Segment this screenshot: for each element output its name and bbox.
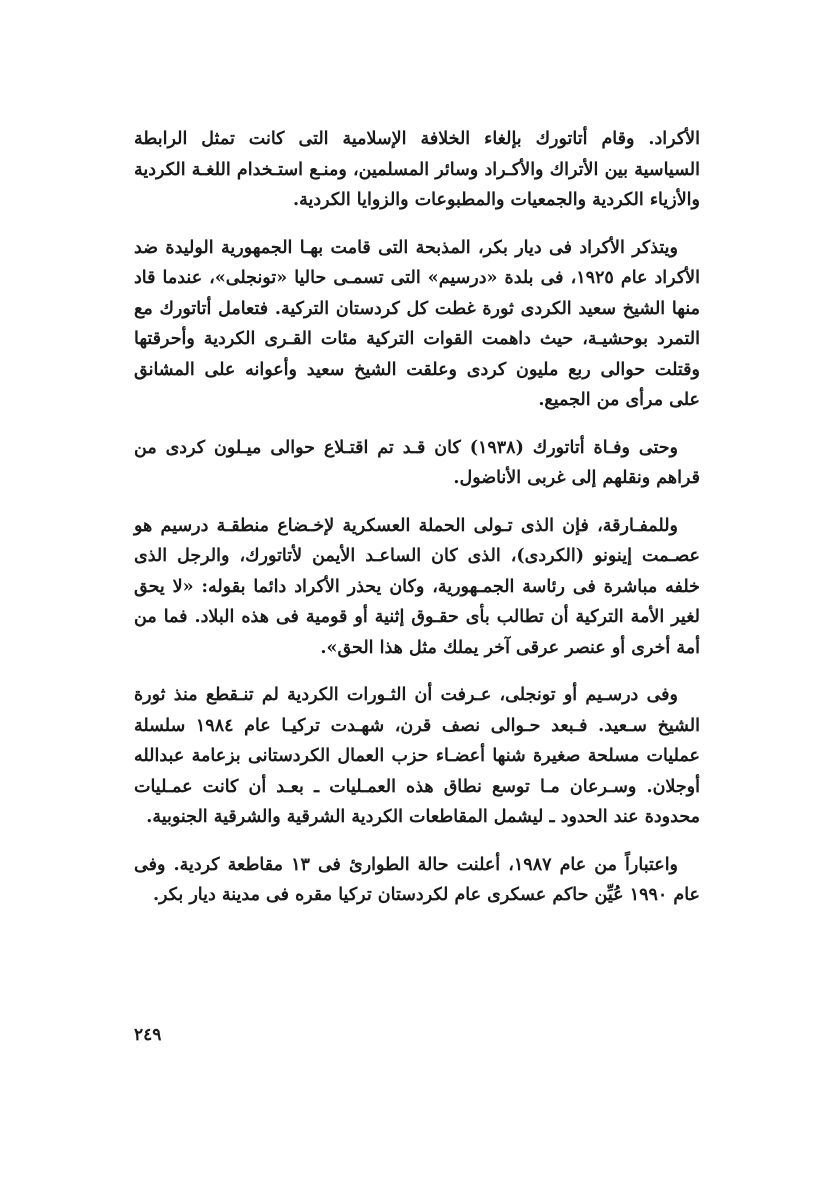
page-body bbox=[134, 124, 700, 928]
paragraph-4: وللمفـارقة، فإن الذى تـولى الحملة العسكرية لإخـضاع منطقـة درسيم هو عصـمت إينونو (الكردى)، الذى كان الساعـد الأيمن لأتاتورك، والرجل الذى خلفه مباشرة فى رئاسة الجمـهورية، وكان يحذر الأكراد دائما بقوله: «لا يحق لغير الأمة التركية أن تطالب بأى حقـوق إثنية أو قومية فى هذه البلاد. فما من أمة أخرى أو عنصر عرقى آخر يملك مثل هذا الحق». bbox=[134, 515, 700, 658]
paragraph-3: وحتى وفـاة أتاتورك (١٩٣٨) كان قـد تم اقتـلاع حوالى ميـلون كردى من قراهم ونقلهم إلى غربى الأناضول. bbox=[134, 437, 700, 488]
paragraph-5: وفى درسـيم أو تونجلى، عـرفت أن الثـورات الكردية لم تنـقطع منذ ثورة الشيخ سـعيد. فـبعد حـوالى نصف قرن، شهـدت تركيـا عام ١٩٨٤ سلسلة عمليات مسلحة صغيرة شنها أعضـاء حزب العمال الكردستانى بزعامة عبدالله أوجلان. وسـرعان مـا توسع نطاق هذه العمـليات ـ بعـد أن كانت عمـليات محدودة عند الحدود ـ ليشمل المقاطعات الكردية الشرقية والشرقية الجنوبية. bbox=[134, 685, 700, 827]
page-number: ٢٤٩ bbox=[134, 1025, 162, 1045]
paragraph-1: الأكراد. وقام أتاتورك بإلغاء الخلافة الإسلامية التى كانت تمثل الرابطة السياسية بين الأتراك والأكـراد وسائر المسلمين، ومنـع استـخدام اللغـة الكردية والأزياء الكردية والجمعيات والمطبوعات والزوايا الكردية. bbox=[134, 129, 700, 210]
paragraph-6: واعتباراً من عام ١٩٨٧، أعلنت حالة الطوارئ فى ١٣ مقاطعة كردية. وفى عام ١٩٩٠ عُيِّن حاكم عسكرى عام لكردستان تركيا مقره فى مدينة ديار بكر. bbox=[134, 854, 700, 905]
paragraph-2: ويتذكر الأكراد فى ديار بكر، المذبحة التى قامت بهـا الجمهورية الوليدة ضد الأكراد عام ١٩٢٥، فى بلدة «درسيم» التى تسمـى حاليا «تونجلى»، عندما قاد منها الشيخ سعيد الكردى ثورة غطت كل كردستان التركية. فتعامل أتاتورك مع التمرد بوحشيـة، حيث داهمت القوات التركية مئات القـرى الكردية وأحرقتها وقتلت حوالى ربع مليون كردى وعلقت الشيخ سعيد وأعوانه على المشانق على مرأى من الجميع. bbox=[134, 237, 700, 410]
